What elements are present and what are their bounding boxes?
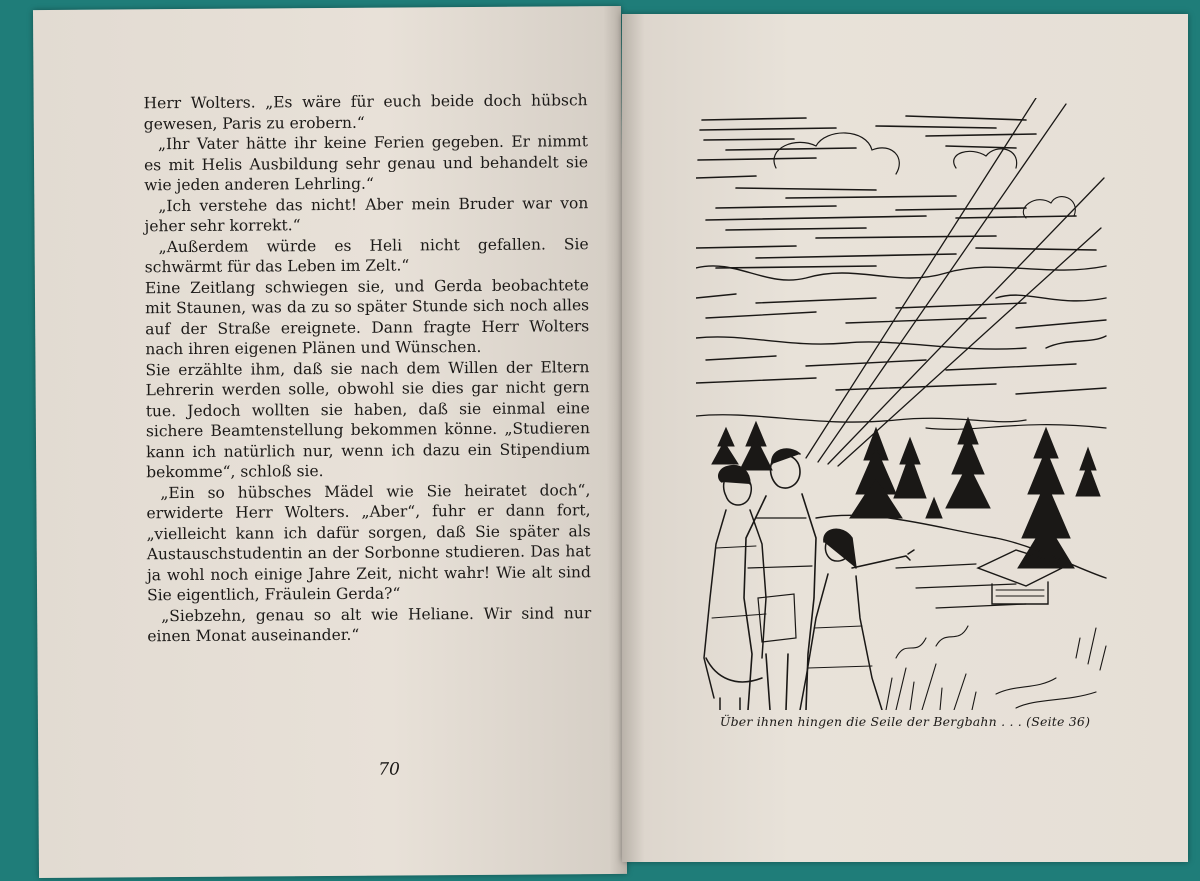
cable-lines	[806, 98, 1104, 466]
sky-hatching	[696, 116, 1096, 268]
paragraph: „Ihr Vater hätte ihr keine Ferien gegeben. Er nimmt es mit Helis Ausbildung sehr genau und behandelt sie wie jeden anderen Lehrling.“	[143, 132, 589, 195]
page-number: 70	[378, 759, 400, 780]
body-text	[144, 90, 592, 647]
paragraph: „Ein so hübsches Mädel wie Sie heiratet doch“, erwiderte Herr Wolters. „Aber“, fuhr er dann fort, „vielleicht kann ich dafür sorgen, daß Sie später als Austauschstudentin an der Sorbonne studieren. Das hat ja wohl noch einige Jahre Zeit, nicht wahr! Wie alt sind Sie eigentlich, Fräulein Gerda?“	[146, 480, 591, 605]
illustration-caption: Über ihnen hingen die Seile der Bergbahn . . . (Seite 36)	[719, 714, 1091, 729]
mountain-illustration	[696, 98, 1108, 710]
paragraph: Herr Wolters. „Es wäre für euch beide doch hübsch gewesen, Paris zu erobern.“	[143, 91, 588, 133]
left-page	[33, 6, 627, 878]
paragraph: „Ich verstehe das nicht! Aber mein Bruder war von jeher sehr korrekt.“	[144, 193, 589, 236]
paragraph: Sie erzählte ihm, daß sie nach dem Willen der Eltern Lehrerin werden solle, obwohl sie dies gar nicht gern tue. Jedoch wollten sie haben, daß sie einmal eine sichere Beamtenstellung bekommen könne. „Studieren kann ich natürlich nur, wenn ich dazu ein Stipendium bekomme“, schloß sie.	[145, 357, 591, 482]
right-page	[622, 14, 1188, 862]
paragraph: Eine Zeitlang schwiegen sie, und Gerda beobachtete mit Staunen, was da zu so später Stunde sich noch alles auf der Straße ereignete. Dann fragte Herr Wolters nach ihren eigenen Plänen und Wünschen.	[144, 275, 590, 359]
paragraph: „Siebzehn, genau so alt wie Heliane. Wir sind nur einen Monat auseinander.“	[147, 603, 592, 646]
paragraph: „Außerdem würde es Heli nicht gefallen. Sie schwärmt für das Leben im Zelt.“	[144, 234, 589, 277]
